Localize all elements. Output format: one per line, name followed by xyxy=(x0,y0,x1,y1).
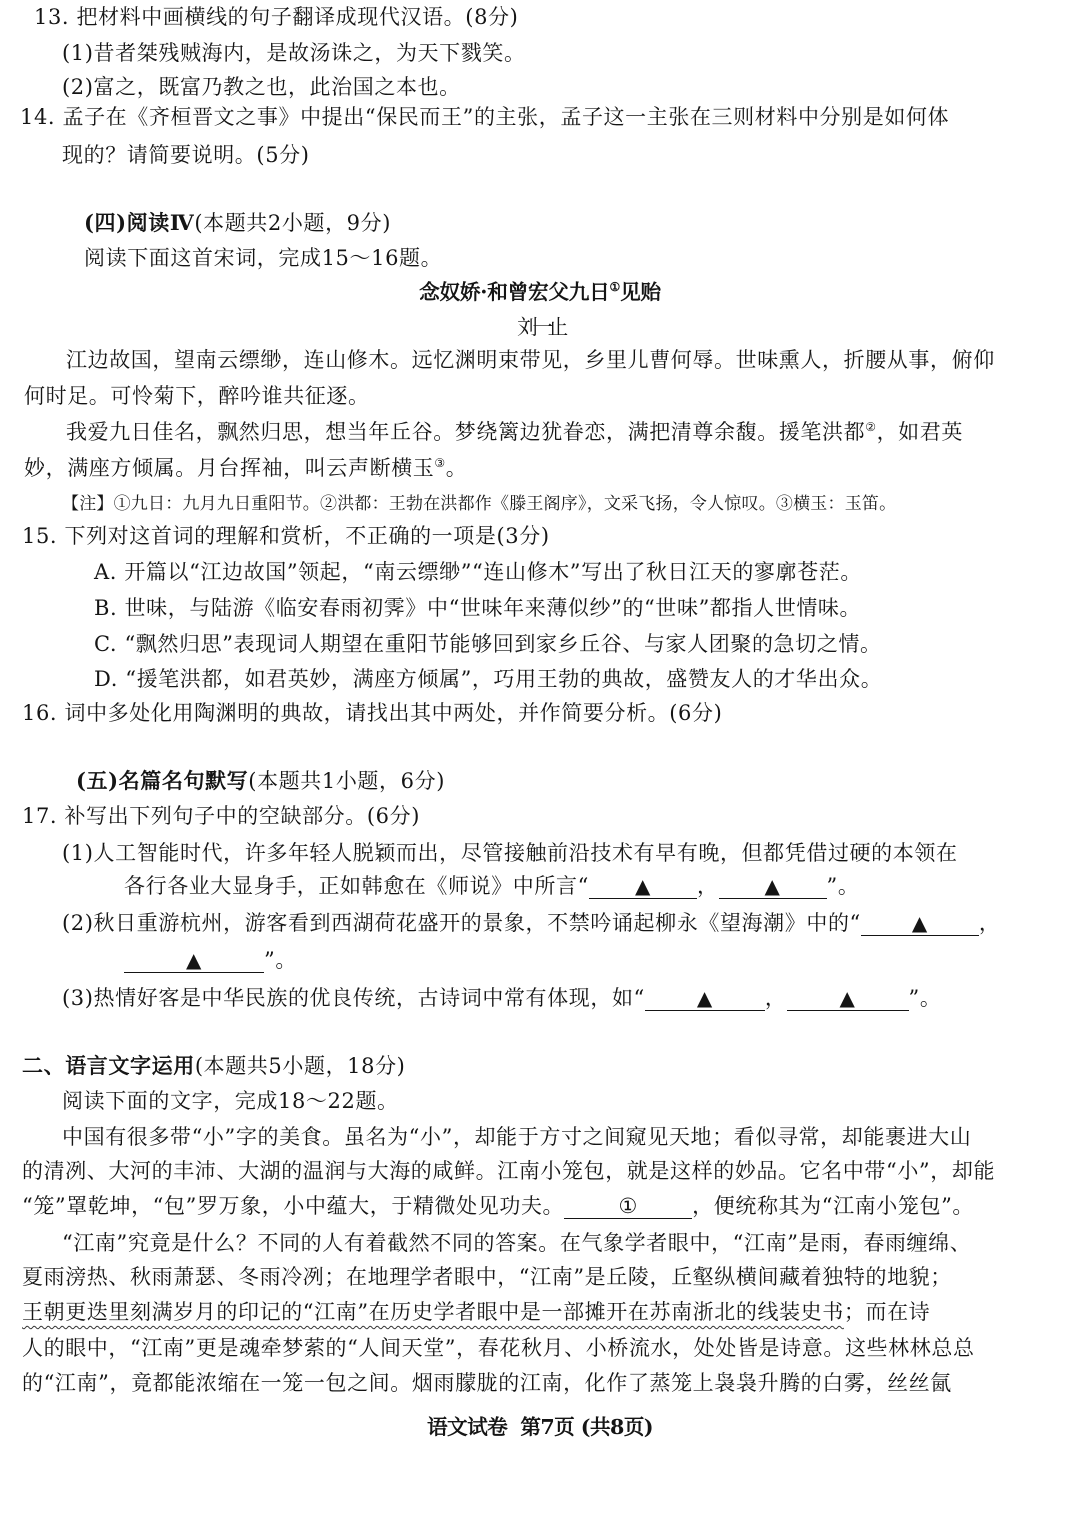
section-5-title: (五)名篇名句默写 xyxy=(76,768,249,793)
q17-text: 各行各业大显身手，正如韩愈在《师说》中所言“ xyxy=(124,874,589,898)
answer-blank[interactable] xyxy=(787,986,909,1011)
part-2-title: 二、语言文字运用 xyxy=(22,1053,195,1078)
wavy-underlined-sentence: 王朝更迭里刻满岁月的印记的“江南”在历史学者眼中是一部摊开在苏南浙北的线装史书 xyxy=(22,1300,844,1324)
poem-title-tail: 见贻 xyxy=(620,280,661,304)
q13-stem: 13. 把材料中画横线的句子翻译成现代汉语。(8分) xyxy=(34,5,519,29)
answer-blank[interactable] xyxy=(124,948,264,973)
blank-triangle-icon: ▲ xyxy=(839,986,856,1010)
q17-comma: ， xyxy=(764,986,787,1010)
answer-blank[interactable] xyxy=(645,986,765,1011)
q17-item-3 xyxy=(62,983,941,1013)
blank-number: ① xyxy=(618,1194,638,1218)
poem-title-main: 念奴娇·和曾宏父九日 xyxy=(419,280,610,304)
q17-stem: 17. 补写出下列句子中的空缺部分。(6分) xyxy=(22,804,421,828)
passage-p2-line-2: 夏雨滂热、秋雨萧瑟、冬雨冷冽；在地理学者眼中，“江南”是丘陵，丘壑纵横间藏着独特的地貌； xyxy=(22,1265,952,1289)
answer-blank[interactable] xyxy=(719,874,827,899)
answer-blank[interactable] xyxy=(589,874,697,899)
blank-triangle-icon: ▲ xyxy=(634,874,651,898)
section-4-heading xyxy=(84,208,391,238)
part-2-intro: 阅读下面的文字，完成18～22题。 xyxy=(62,1089,399,1113)
blank-triangle-icon: ▲ xyxy=(696,986,713,1010)
answer-blank[interactable] xyxy=(861,911,979,936)
q17-text: ”。 xyxy=(908,986,942,1010)
passage-text: ，便统称其为“江南小笼包”。 xyxy=(692,1194,975,1218)
poem-text: 。 xyxy=(445,456,468,480)
poem-note-mark-1: ① xyxy=(609,280,621,295)
passage-p2-line-1: “江南”究竟是什么？不同的人有着截然不同的答案。在气象学者眼中，“江南”是雨，春雨缠绵、 xyxy=(62,1231,972,1255)
blank-triangle-icon: ▲ xyxy=(764,874,781,898)
blank-triangle-icon: ▲ xyxy=(186,948,202,972)
passage-text: ；而在诗 xyxy=(843,1300,931,1324)
poem-stanza-2-line-2 xyxy=(24,453,467,483)
q17-item-2-line-2 xyxy=(124,945,297,975)
poem-footnote: 【注】①九日：九月九日重阳节。②洪都：王勃在洪都作《滕王阁序》，文采飞扬，令人惊叹。③横玉：玉笛。 xyxy=(62,494,897,514)
poem-text: 妙，满座方倾属。月台挥袖，叫云声断横玉 xyxy=(24,456,435,480)
poem-text: 我爱九日佳名，飘然归思，想当年丘谷。梦绕篱边犹眷恋，满把清尊余馥。援笔洪都 xyxy=(66,420,866,444)
poem-title xyxy=(0,277,1080,307)
q13-sentence-1: (1)昔者桀残贼海内，是故汤诛之，为天下戮笑。 xyxy=(62,41,526,65)
part-2-heading xyxy=(22,1051,405,1081)
passage-p1-line-1: 中国有很多带“小”字的美食。虽名为“小”，却能于方寸之间窥见天地；看似寻常，却能裹进大山 xyxy=(62,1125,972,1149)
passage-p1-line-2: 的清冽、大河的丰沛、大湖的温润与大海的咸鲜。江南小笼包，就是这样的妙品。它名中带“小”，却能 xyxy=(22,1159,996,1183)
page-footer: 语文试卷 第7页 (共8页) xyxy=(427,1415,653,1439)
poem-author: 刘一止 xyxy=(517,315,563,339)
q17-text: ”。 xyxy=(826,874,860,898)
q15-option-d: D. “援笔洪都，如君英妙，满座方倾属”，巧用王勃的典故，盛赞友人的才华出众。 xyxy=(94,667,883,691)
q15-option-a: A. 开篇以“江边故国”领起，“南云缥缈”“连山修木”写出了秋日江天的寥廓苍茫。 xyxy=(94,560,862,584)
poem-stanza-1-line-1: 江边故国，望南云缥缈，连山修木。远忆渊明束带见，乡里儿曹何辱。世味熏人，折腰从事，俯仰 xyxy=(66,348,995,372)
q17-comma: ， xyxy=(696,874,719,898)
q15-option-b: B. 世味，与陆游《临安春雨初霁》中“世味年来薄似纱”的“世味”都指人世情味。 xyxy=(94,596,862,620)
passage-text: “笼”罩乾坤，“包”罗万象，小中蕴大，于精微处见功夫。 xyxy=(22,1194,565,1218)
passage-p2-line-4: 人的眼中，“江南”更是魂牵梦萦的“人间天堂”，春花秋月、小桥流水，处处皆是诗意。这些林林总总 xyxy=(22,1336,975,1360)
q14-stem-line-2: 现的？请简要说明。(5分) xyxy=(62,143,310,167)
q14-stem-line-1: 14. 孟子在《齐桓晋文之事》中提出“保民而王”的主张，孟子这一主张在三则材料中分别是如何体 xyxy=(20,105,950,129)
part-2-note: (本题共5小题，18分) xyxy=(194,1054,406,1078)
q15-option-c: C. “飘然归思”表现词人期望在重阳节能够回到家乡丘谷、与家人团聚的急切之情。 xyxy=(94,632,882,656)
q17-item-1-line-1: (1)人工智能时代，许多年轻人脱颖而出，尽管接触前沿技术有早有晚，但都凭借过硬的本领在 xyxy=(62,841,958,865)
q17-item-1-line-2 xyxy=(124,871,859,901)
q17-text: (3)热情好客是中华民族的优良传统，古诗词中常有体现，如“ xyxy=(62,986,645,1010)
poem-note-mark-3: ③ xyxy=(434,456,446,470)
passage-p2-line-5: 的“江南”，竟都能浓缩在一笼一包之间。烟雨朦胧的江南，化作了蒸笼上袅袅升腾的白雾，丝丝氤 xyxy=(22,1371,952,1395)
q17-item-2-line-1 xyxy=(62,908,1001,938)
section-4-note: (本题共2小题，9分) xyxy=(194,211,392,235)
poem-text: ，如君英 xyxy=(876,420,963,444)
section-4-intro: 阅读下面这首宋词，完成15～16题。 xyxy=(84,246,443,270)
passage-p2-line-3 xyxy=(22,1297,930,1327)
q13-sentence-2: (2)富之，既富乃教之也，此治国之本也。 xyxy=(62,75,461,99)
q16-stem: 16. 词中多处化用陶渊明的典故，请找出其中两处，并作简要分析。(6分) xyxy=(22,701,723,725)
section-5-note: (本题共1小题，6分) xyxy=(248,769,445,793)
blank-triangle-icon: ▲ xyxy=(911,911,928,935)
passage-blank-1[interactable] xyxy=(564,1194,692,1219)
section-5-heading xyxy=(76,766,445,796)
poem-stanza-2-line-1 xyxy=(66,417,963,447)
poem-stanza-1-line-2: 何时足。可怜菊下，醉吟谁共征逐。 xyxy=(24,384,370,408)
q17-text: (2)秋日重游杭州，游客看到西湖荷花盛开的景象，不禁吟诵起柳永《望海潮》中的“ xyxy=(62,911,861,935)
poem-note-mark-2: ② xyxy=(865,420,877,434)
q15-stem: 15. 下列对这首词的理解和赏析，不正确的一项是(3分) xyxy=(22,524,550,548)
q17-text: ”。 xyxy=(264,948,297,972)
section-4-title: (四)阅读Ⅳ xyxy=(84,210,195,235)
q17-comma: ， xyxy=(978,911,1001,935)
passage-p1-line-3 xyxy=(22,1191,974,1221)
